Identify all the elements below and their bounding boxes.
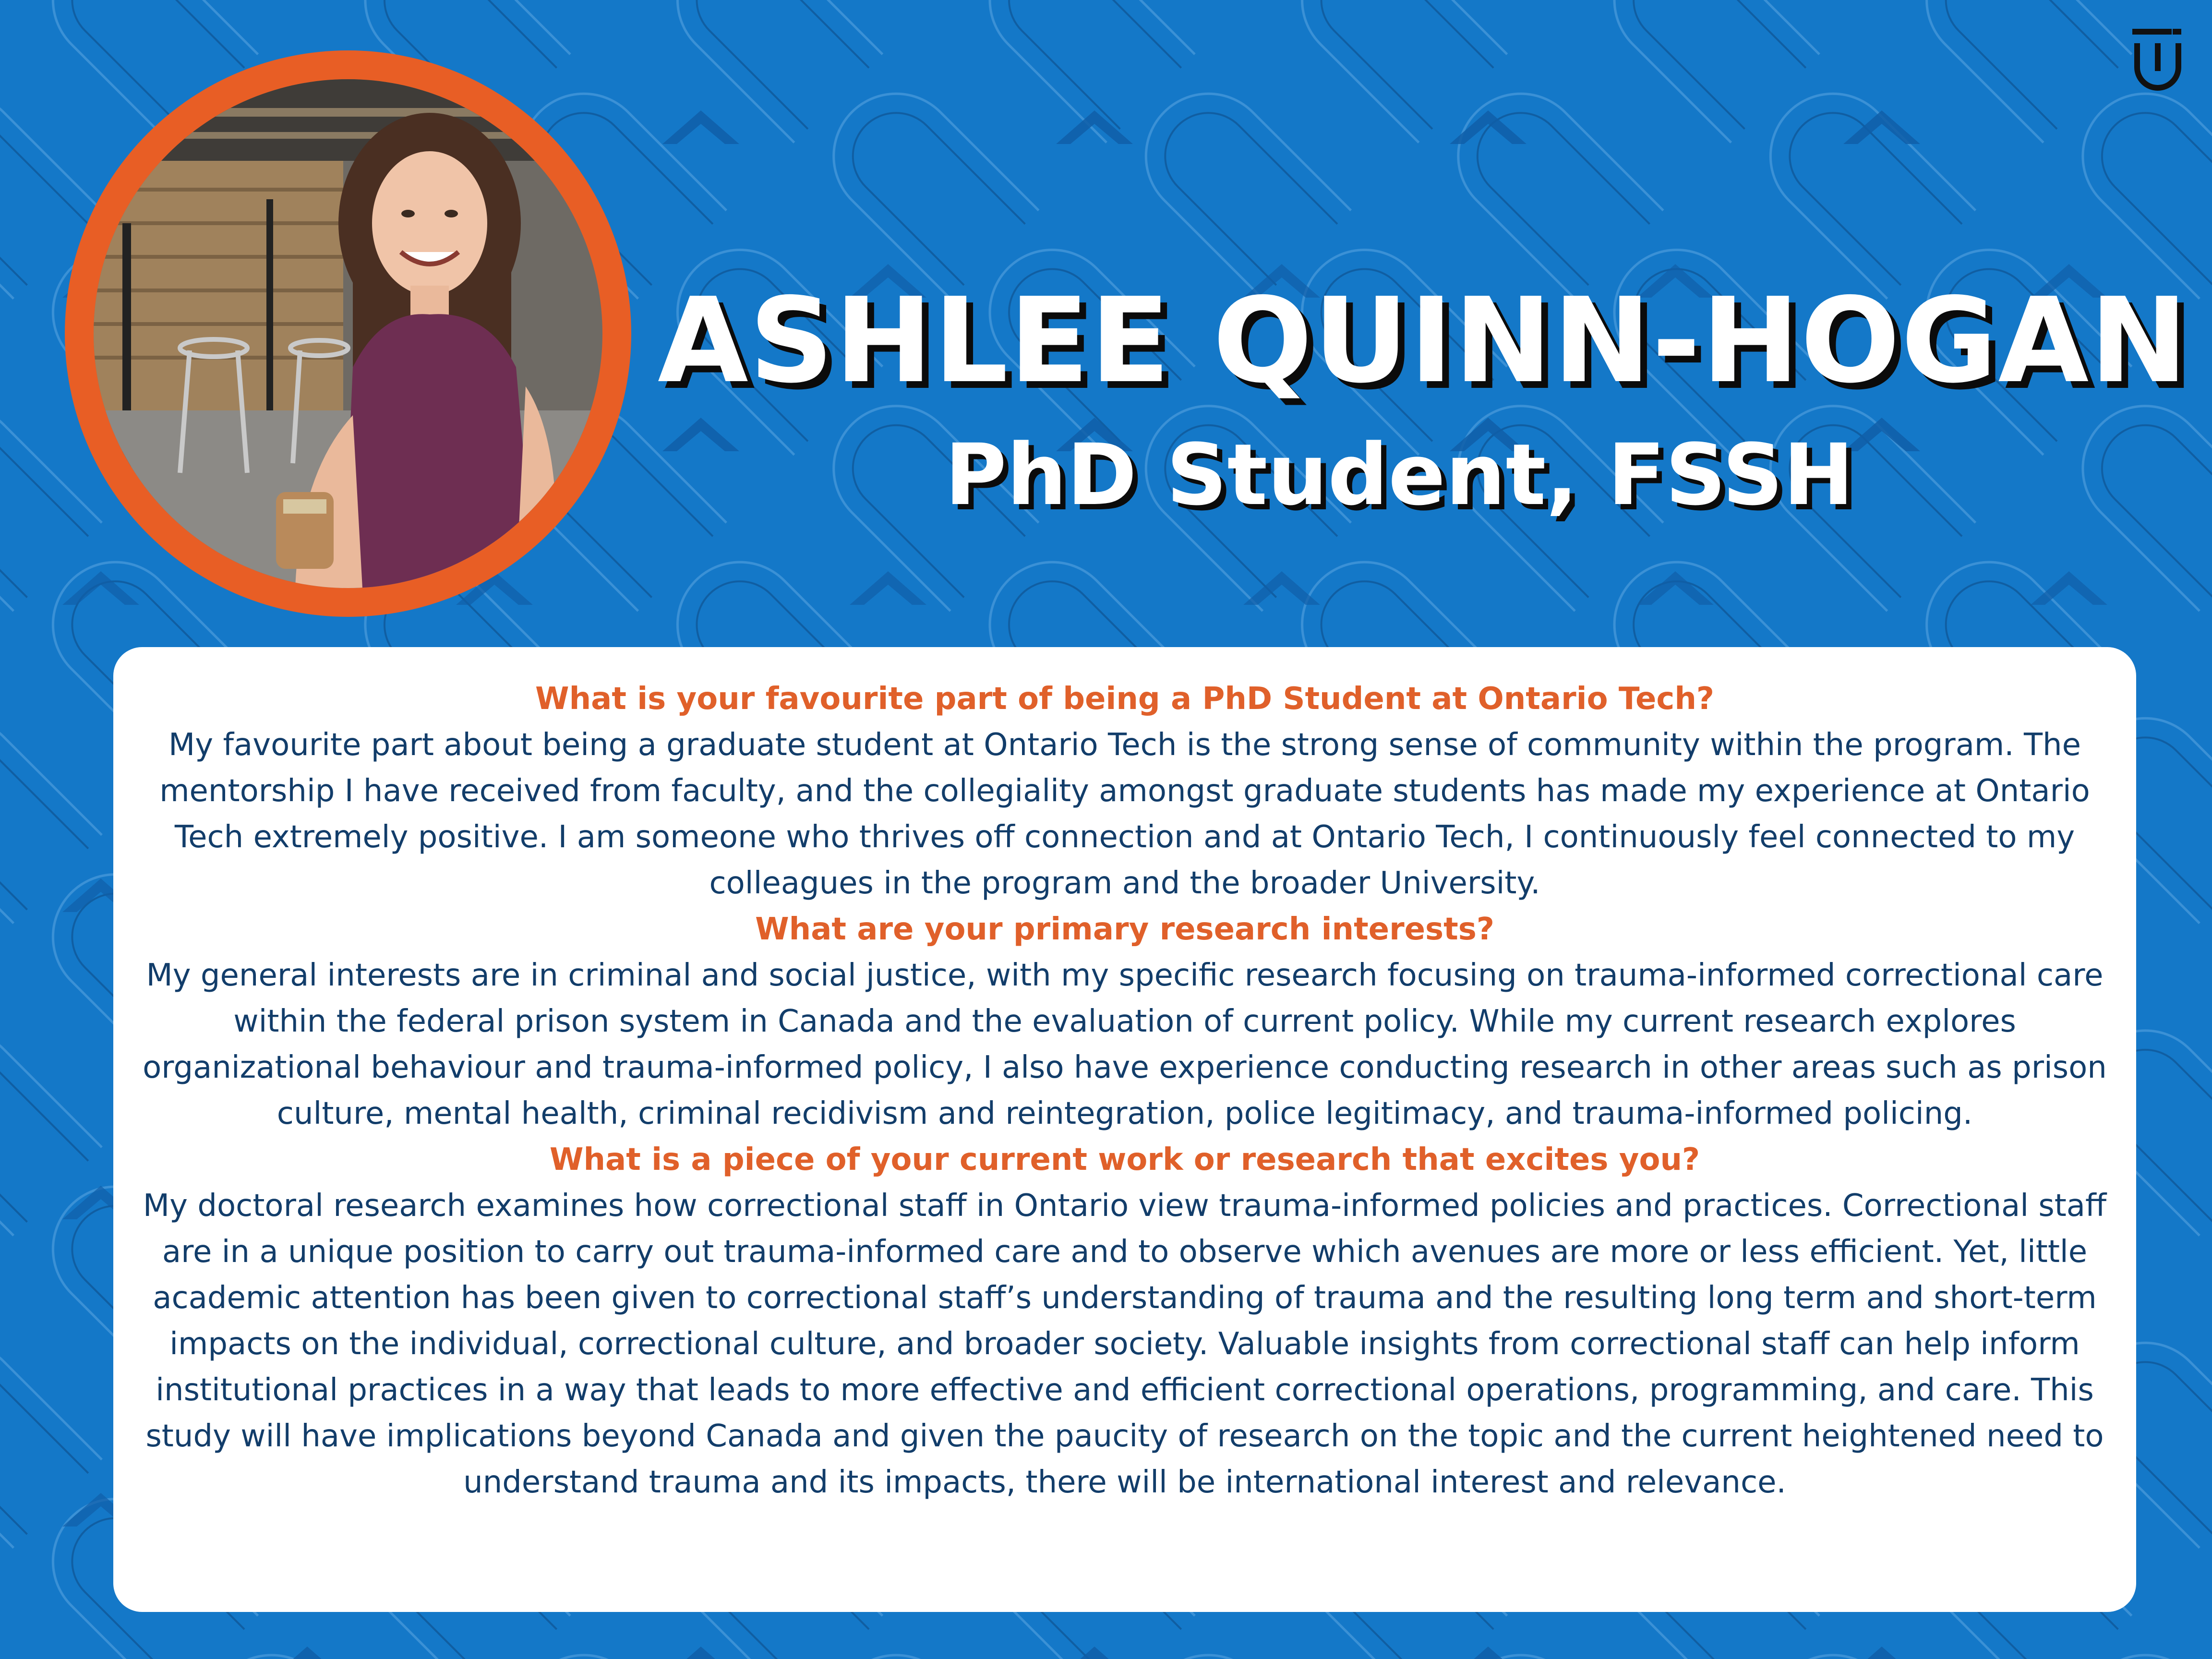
question-1: What is your favourite part of being a PhD Student at Ontario Tech?	[535, 681, 1715, 717]
question-3: What is a piece of your current work or research that excites you?	[549, 1142, 1700, 1178]
answer-1: My favourite part about being a graduate student at Ontario Tech is the strong sense of community within the program. The mentorship I have received from faculty, and the collegiality amongst graduate students has made my experience at Ontario Tech extremely positive. I am someone who thrives off connection and at Ontario Tech, I continuously feel connected to my colleagues in the program and the broader University.	[159, 727, 2090, 901]
answer-2: My general interests are in criminal and social justice, with my specific research focusing on trauma-informed correctional care within the federal prison system in Canada and the evaluation of current policy. While my current research explores organizational behaviour and trauma-informed policy, I also have experience conducting research in other areas such as prison culture, mental health, criminal recidivism and reintegration, police legitimacy, and trauma-informed policing.	[143, 958, 2107, 1131]
portrait-photo	[94, 79, 602, 588]
qa-card	[113, 647, 2136, 1612]
person-role: PhD Student, FSSH	[945, 426, 1854, 524]
person-name: ASHLEE QUINN-HOGAN	[658, 273, 2189, 409]
university-logo-icon	[2131, 29, 2184, 96]
question-2: What are your primary research interests?	[755, 912, 1494, 947]
answer-3: My doctoral research examines how correctional staff in Ontario view trauma-informed policies and practices. Correctional staff are in a unique position to carry out trauma-informed care and to observe which avenues are more or less efficient. Yet, little academic attention has been given to correctional staff’s understanding of trauma and the resulting long term and short-term impacts on the individual, correctional culture, and broader society. Valuable insights from correctional staff can help inform institutional practices in a way that leads to more effective and efficient correctional operations, programming, and care. This study will have implications beyond Canada and given the paucity of research on the topic and the current heightened need to understand trauma and its impacts, there will be international interest and relevance.	[143, 1188, 2107, 1500]
